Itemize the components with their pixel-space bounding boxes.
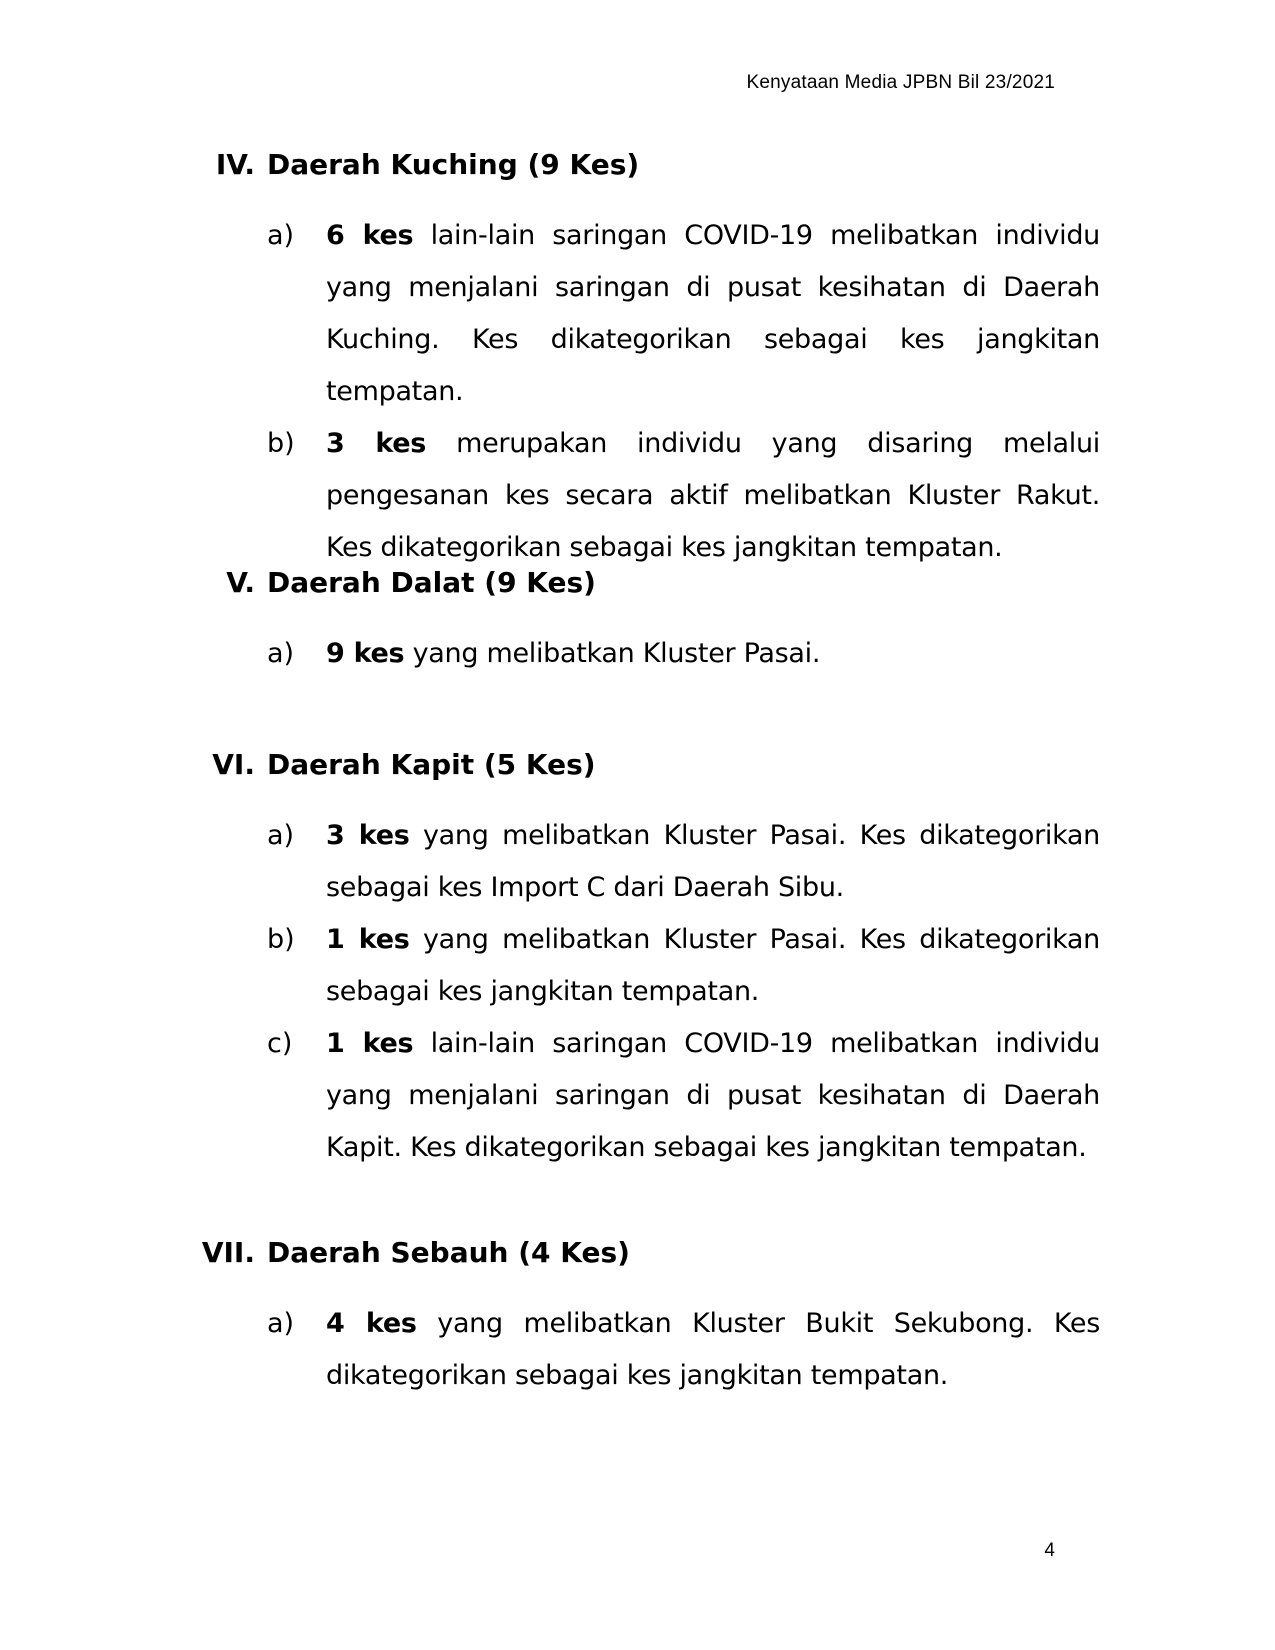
item-label: a) [267,638,295,669]
item-text [326,914,1100,1018]
item-description: yang melibatkan Kluster Bukit Sekubong. Kes dikategorikan sebagai kes jangkitan tempatan. [326,1308,1100,1391]
section-heading [0,566,1275,606]
section-title: Daerah Kuching (9 Kes) [267,148,640,181]
case-count: 1 kes [326,924,410,955]
item-text [326,810,1100,914]
item-description: lain-lain saringan COVID-19 melibatkan individu yang menjalani saringan di pusat kesihatan di Daerah Kuching. Kes dikategorikan sebagai kes jangkitan tempatan. [326,220,1100,407]
section-items [0,810,1275,1174]
section-heading [0,748,1275,788]
item-label: a) [267,820,295,851]
section-title: Daerah Kapit (5 Kes) [267,748,596,781]
section-heading [0,1236,1275,1276]
section-numeral: VII. [201,1236,255,1269]
case-count: 3 kes [326,428,427,459]
item-label: a) [267,220,295,251]
item-description: lain-lain saringan COVID-19 melibatkan individu yang menjalani saringan di pusat kesihatan di Daerah Kapit. Kes dikategorikan sebagai kes jangkitan tempatan. [326,1028,1100,1163]
item-label: a) [267,1308,295,1339]
case-count: 1 kes [326,1028,414,1059]
section-items [0,1298,1275,1402]
list-item [0,914,1275,1018]
list-item [0,628,1275,680]
section-numeral: IV. [215,148,255,181]
item-label: c) [267,1028,293,1059]
item-text [326,628,1100,680]
case-count: 4 kes [326,1308,417,1339]
list-item [0,1298,1275,1402]
list-item [0,418,1275,574]
item-description: yang melibatkan Kluster Pasai. Kes dikategorikan sebagai kes jangkitan tempatan. [326,924,1100,1007]
case-count: 3 kes [326,820,410,851]
case-count: 9 kes [326,638,405,669]
case-count: 6 kes [326,220,414,251]
document-header: Kenyataan Media JPBN Bil 23/2021 [746,72,1055,93]
section-numeral: V. [226,566,255,599]
list-item [0,210,1275,418]
section-items [0,210,1275,574]
item-text [326,1298,1100,1402]
section-kapit [0,748,1275,1174]
section-kuching [0,148,1275,574]
section-title: Daerah Dalat (9 Kes) [267,566,596,599]
section-dalat [0,566,1275,680]
item-description: yang melibatkan Kluster Pasai. Kes dikategorikan sebagai kes Import C dari Daerah Sibu. [326,820,1100,903]
section-title: Daerah Sebauh (4 Kes) [267,1236,630,1269]
section-numeral: VI. [212,748,255,781]
item-description: yang melibatkan Kluster Pasai. [404,638,821,669]
section-sebauh [0,1236,1275,1402]
page-number: 4 [1044,1540,1055,1561]
item-description: merupakan individu yang disaring melalui pengesanan kes secara aktif melibatkan Kluster Rakut. Kes dikategorikan sebagai kes jangkitan tempatan. [326,428,1100,563]
item-text [326,1018,1100,1174]
item-label: b) [267,428,295,459]
section-items [0,628,1275,680]
item-text [326,418,1100,574]
list-item [0,1018,1275,1174]
section-heading [0,148,1275,188]
item-text [326,210,1100,418]
item-label: b) [267,924,295,955]
list-item [0,810,1275,914]
